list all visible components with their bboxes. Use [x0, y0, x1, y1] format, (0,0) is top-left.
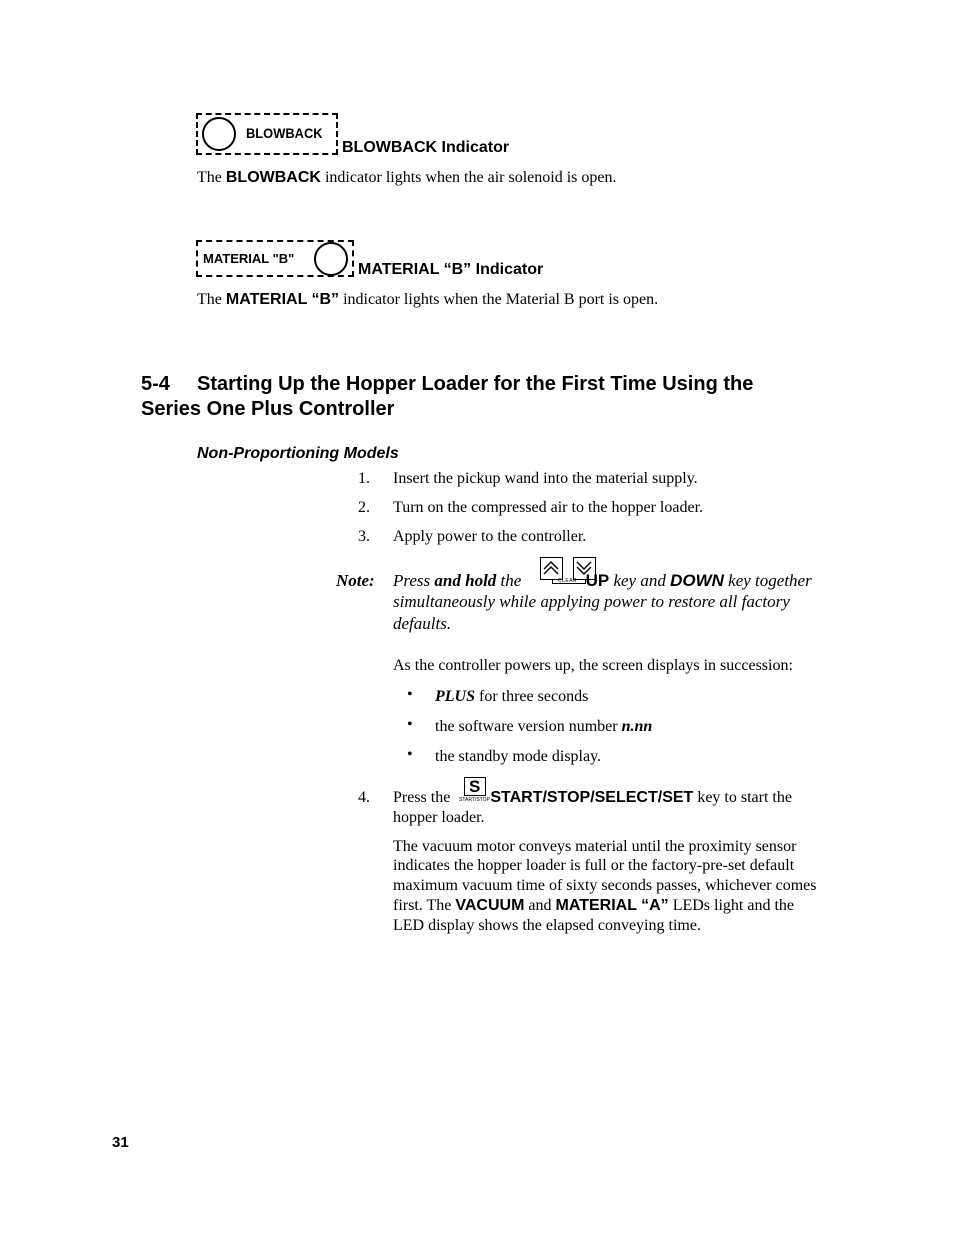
step-4-number: 4.	[358, 789, 370, 806]
material-b-description: The MATERIAL “B” indicator lights when the Material B port is open.	[197, 291, 659, 308]
blowback-box-label: BLOWBACK	[246, 125, 323, 141]
page-number: 31	[112, 1134, 129, 1151]
clear-label: CLEAR	[558, 578, 578, 584]
subsection-heading: Non-Proportioning Models	[197, 445, 399, 462]
note-line2: simultaneously while applying power to restore all factory	[393, 592, 790, 611]
blowback-indicator-graphic	[196, 113, 338, 155]
section-title-line1: Starting Up the Hopper Loader for the First Time Using the	[197, 373, 754, 395]
para-line2: indicates the hopper loader is full or the factory-pre-set default	[393, 857, 795, 874]
para-line5: LED display shows the elapsed conveying time.	[393, 917, 701, 934]
bullet-3: the standby mode display.	[435, 748, 602, 765]
material-b-heading: MATERIAL “B” Indicator	[358, 261, 544, 278]
step-4-line2: hopper loader.	[393, 809, 485, 826]
para-line4: first. The VACUUM and MATERIAL “A” LEDs light and the	[393, 897, 794, 914]
material-b-box-label: MATERIAL "B"	[203, 251, 295, 266]
bullet-2: the software version number n.nn	[435, 718, 653, 735]
powers-up-text: As the controller powers up, the screen displays in succession:	[393, 657, 793, 674]
note-label: Note:	[336, 571, 375, 590]
start-stop-key-icon: S	[464, 777, 486, 796]
blowback-description: The BLOWBACK indicator lights when the air solenoid is open.	[197, 169, 617, 186]
bullet-dot: •	[407, 716, 413, 733]
section-number: 5-4	[141, 373, 170, 395]
material-b-led-icon	[314, 242, 348, 276]
note-line1: Press and hold the UP key and DOWN key together	[393, 571, 812, 590]
blowback-heading: BLOWBACK Indicator	[342, 139, 510, 156]
bullet-dot: •	[407, 746, 413, 763]
step-4-line1: Press the START/STOP/SELECT/SET key to start the	[393, 789, 792, 806]
material-b-indicator-graphic	[196, 240, 354, 277]
para-line3: maximum vacuum time of sixty seconds passes, whichever comes	[393, 877, 817, 894]
down-key-icon	[573, 557, 596, 580]
bullet-dot: •	[407, 686, 413, 703]
start-stop-key-label: START/STOP	[459, 797, 490, 803]
para-line1: The vacuum motor conveys material until the proximity sensor	[393, 838, 797, 855]
note-line3: defaults.	[393, 614, 452, 633]
blowback-led-icon	[202, 117, 236, 151]
clear-bracket	[552, 579, 586, 584]
up-key-icon	[540, 557, 563, 580]
section-title-line2: Series One Plus Controller	[141, 398, 395, 420]
bullet-1: PLUS for three seconds	[435, 688, 589, 705]
